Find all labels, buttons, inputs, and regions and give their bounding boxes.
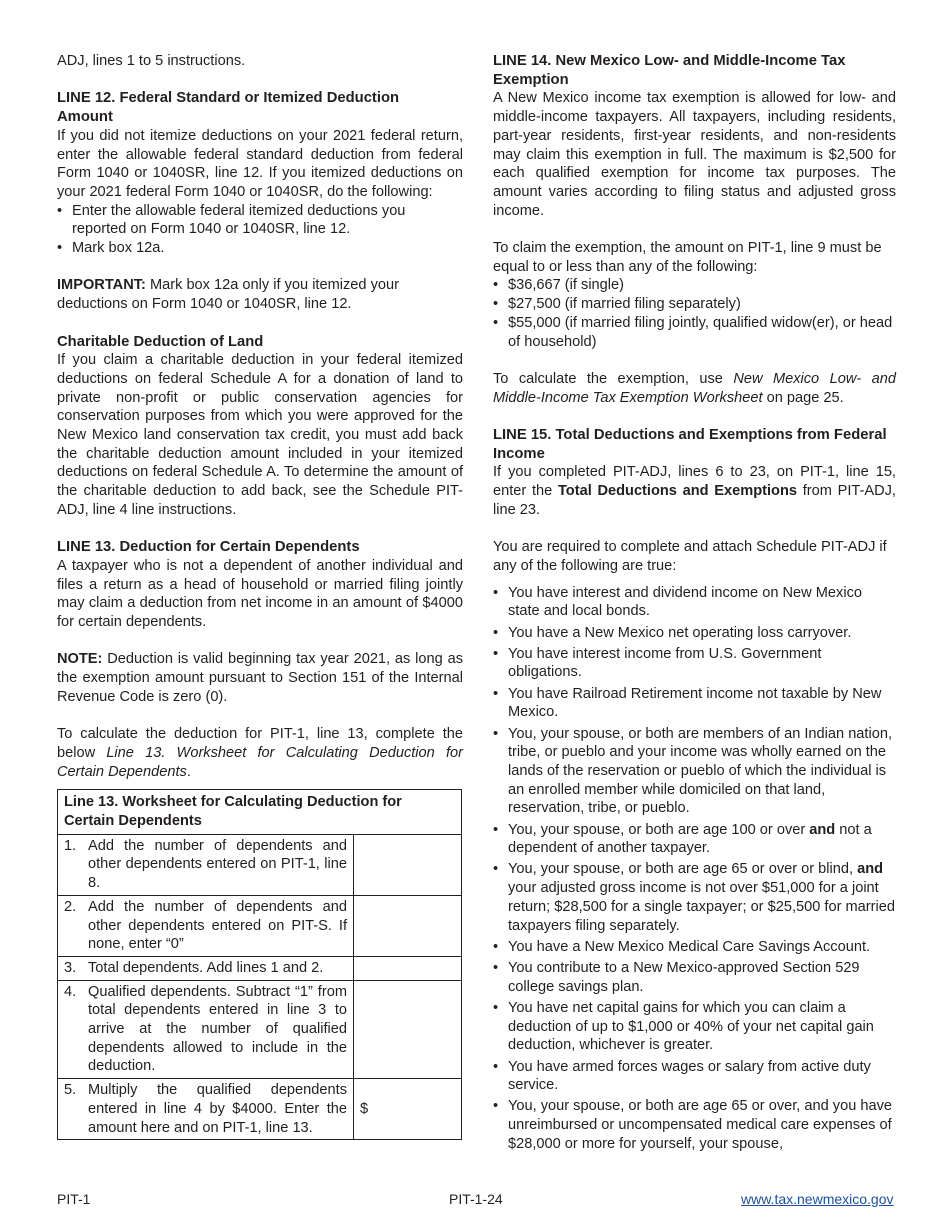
- line13-worksheet: [57, 789, 462, 1140]
- line14-claim: To claim the exemption, the amount on PIT-1, line 9 must be equal to or less than any of the following:: [493, 240, 882, 275]
- list-item: • You, your spouse, or both are age 65 or over, and you have unreimbursed or uncompensated medical care expenses of $28,000 or more for yourself, your spouse,: [493, 1097, 896, 1153]
- table-row: 5. Multiply the qualified dependents entered in line 4 by $4000. Enter the amount here and on PIT-1, line 13. $: [58, 1079, 462, 1140]
- list-item: • You have a New Mexico net operating loss carryover.: [493, 624, 896, 643]
- list-item: • Enter the allowable federal itemized deductions you reported on Form 1040 or 1040SR, line 12.: [57, 202, 463, 239]
- land-heading: Charitable Deduction of Land: [57, 333, 264, 350]
- list-item: • You have Railroad Retirement income not taxable by New Mexico.: [493, 685, 896, 722]
- table-row: 1. Add the number of dependents and other dependents entered on PIT-1, line 8.: [58, 834, 462, 895]
- line13-body: A taxpayer who is not a dependent of another individual and files a return as a head of household or married filing jointly may claim a deduction from net income in an amount of $4000 for certain dependents.: [57, 557, 463, 631]
- amount-field[interactable]: $: [354, 1079, 462, 1140]
- list-item: • You, your spouse, or both are age 65 or over or blind, and your adjusted gross income is not over $51,000 for a joint return; $28,500 for a single taxpayer; or $25,500 for married taxpayers filing separately.: [493, 860, 896, 935]
- list-item: • You have armed forces wages or salary from active duty service.: [493, 1058, 896, 1095]
- list-item: • You, your spouse, or both are age 100 or over and not a dependent of another taxpayer.: [493, 821, 896, 858]
- list-item: • You have net capital gains for which you can claim a deduction of up to $1,000 or 40% of your net capital gain deduction, whichever is greater.: [493, 999, 896, 1055]
- table-row: 4. Qualified dependents. Subtract “1” from total dependents entered in line 3 to arrive at the number of qualified dependents allowed to include in the deduction.: [58, 980, 462, 1079]
- list-item: • $36,667 (if single): [493, 276, 896, 295]
- line14-heading: LINE 14. New Mexico Low- and Middle-Income Tax Exemption: [493, 53, 846, 88]
- worksheet-title: Line 13. Worksheet for Calculating Deduction for Certain Dependents: [58, 790, 462, 834]
- amount-field[interactable]: [354, 834, 462, 895]
- line12-bullets: [57, 202, 463, 258]
- line13-heading: LINE 13. Deduction for Certain Dependents: [57, 539, 360, 556]
- line14-calc: To calculate the exemption, use New Mexico Low- and Middle-Income Tax Exemption Worksheet on page 25.: [493, 370, 896, 406]
- line15-body: If you completed PIT-ADJ, lines 6 to 23, on PIT-1, line 15, enter the Total Deductions and Exemptions from PIT-ADJ, line 23.: [493, 464, 896, 518]
- land-body: If you claim a charitable deduction in your federal itemized deductions on federal Schedule A for a donation of land to private non-profit or public conservation agencies for conservation purposes from which you were approved for the New Mexico land conservation tax credit, you must add back the charitable deduction amount included in your itemized deductions on federal Schedule A. To determine the amount of the charitable deduction to add back, see the Schedule PIT-ADJ, line 4 line instructions.: [57, 352, 463, 518]
- important-note: IMPORTANT: Mark box 12a only if you itemized your deductions on Form 1040 or 1040SR, line 12.: [57, 277, 399, 313]
- list-item: • You contribute to a New Mexico-approved Section 529 college savings plan.: [493, 959, 896, 996]
- list-item: • You have interest and dividend income on New Mexico state and local bonds.: [493, 584, 896, 621]
- line13-note: NOTE: Deduction is valid beginning tax year 2021, as long as the exemption amount pursuant to Section 151 of the Internal Revenue Code is zero (0).: [57, 651, 463, 705]
- footer-page-number: PIT-1-24: [449, 1191, 503, 1207]
- amount-field[interactable]: [354, 956, 462, 980]
- line12-heading: LINE 12. Federal Standard or Itemized Deduction: [57, 90, 400, 107]
- list-item: • You have a New Mexico Medical Care Savings Account.: [493, 938, 896, 957]
- table-row: 3. Total dependents. Add lines 1 and 2.: [58, 956, 462, 980]
- line12-body: If you did not itemize deductions on your 2021 federal return, enter the allowable federal standard deduction from federal Form 1040 or 1040SR, line 12. If you itemized deductions on your 2021 federal Form 1040 or 1040SR, do the following:: [57, 127, 463, 200]
- list-item: • $27,500 (if married filing separately): [493, 295, 896, 314]
- amount-field[interactable]: [354, 980, 462, 1079]
- table-row: 2. Add the number of dependents and other dependents entered on PIT-S. If none, enter “0”: [58, 895, 462, 956]
- line13-calc: To calculate the deduction for PIT-1, line 13, complete the below Line 13. Worksheet for Calculating Deduction for Certain Dependents.: [57, 726, 463, 780]
- list-item: • Mark box 12a.: [57, 239, 463, 258]
- right-column: [493, 52, 896, 1156]
- line15-bullets: [493, 584, 896, 1154]
- list-item: • $55,000 (if married filing jointly, qualified widow(er), or head of household): [493, 314, 896, 351]
- list-item: • You, your spouse, or both are members of an Indian nation, tribe, or pueblo and your income was wholly earned on the lands of the reservation or pueblo of which the individual is an enrolled member while domiciled on that land, reservation, tribe, or pueblo.: [493, 725, 896, 819]
- line12-heading-cont: Amount: [57, 109, 113, 126]
- amount-field[interactable]: [354, 895, 462, 956]
- footer-form-name: PIT-1: [57, 1191, 91, 1207]
- line14-bullets: [493, 276, 896, 351]
- line15-required: You are required to complete and attach Schedule PIT-ADJ if any of the following are true:: [493, 539, 887, 574]
- list-item: • You have interest income from U.S. Government obligations.: [493, 645, 896, 682]
- intro-text: ADJ, lines 1 to 5 instructions.: [57, 53, 246, 69]
- website-link[interactable]: www.tax.newmexico.gov: [741, 1191, 894, 1207]
- line15-heading: LINE 15. Total Deductions and Exemptions from Federal Income: [493, 427, 887, 462]
- line14-body: A New Mexico income tax exemption is allowed for low- and middle-income taxpayers. All taxpayers, including residents, part-year residents, first-year residents, and non-residents may claim this exemption in full. The maximum is $2,500 for each qualified exemption for income tax purposes. The amount varies according to filing status and adjusted gross income.: [493, 90, 896, 219]
- left-column: [57, 52, 463, 1140]
